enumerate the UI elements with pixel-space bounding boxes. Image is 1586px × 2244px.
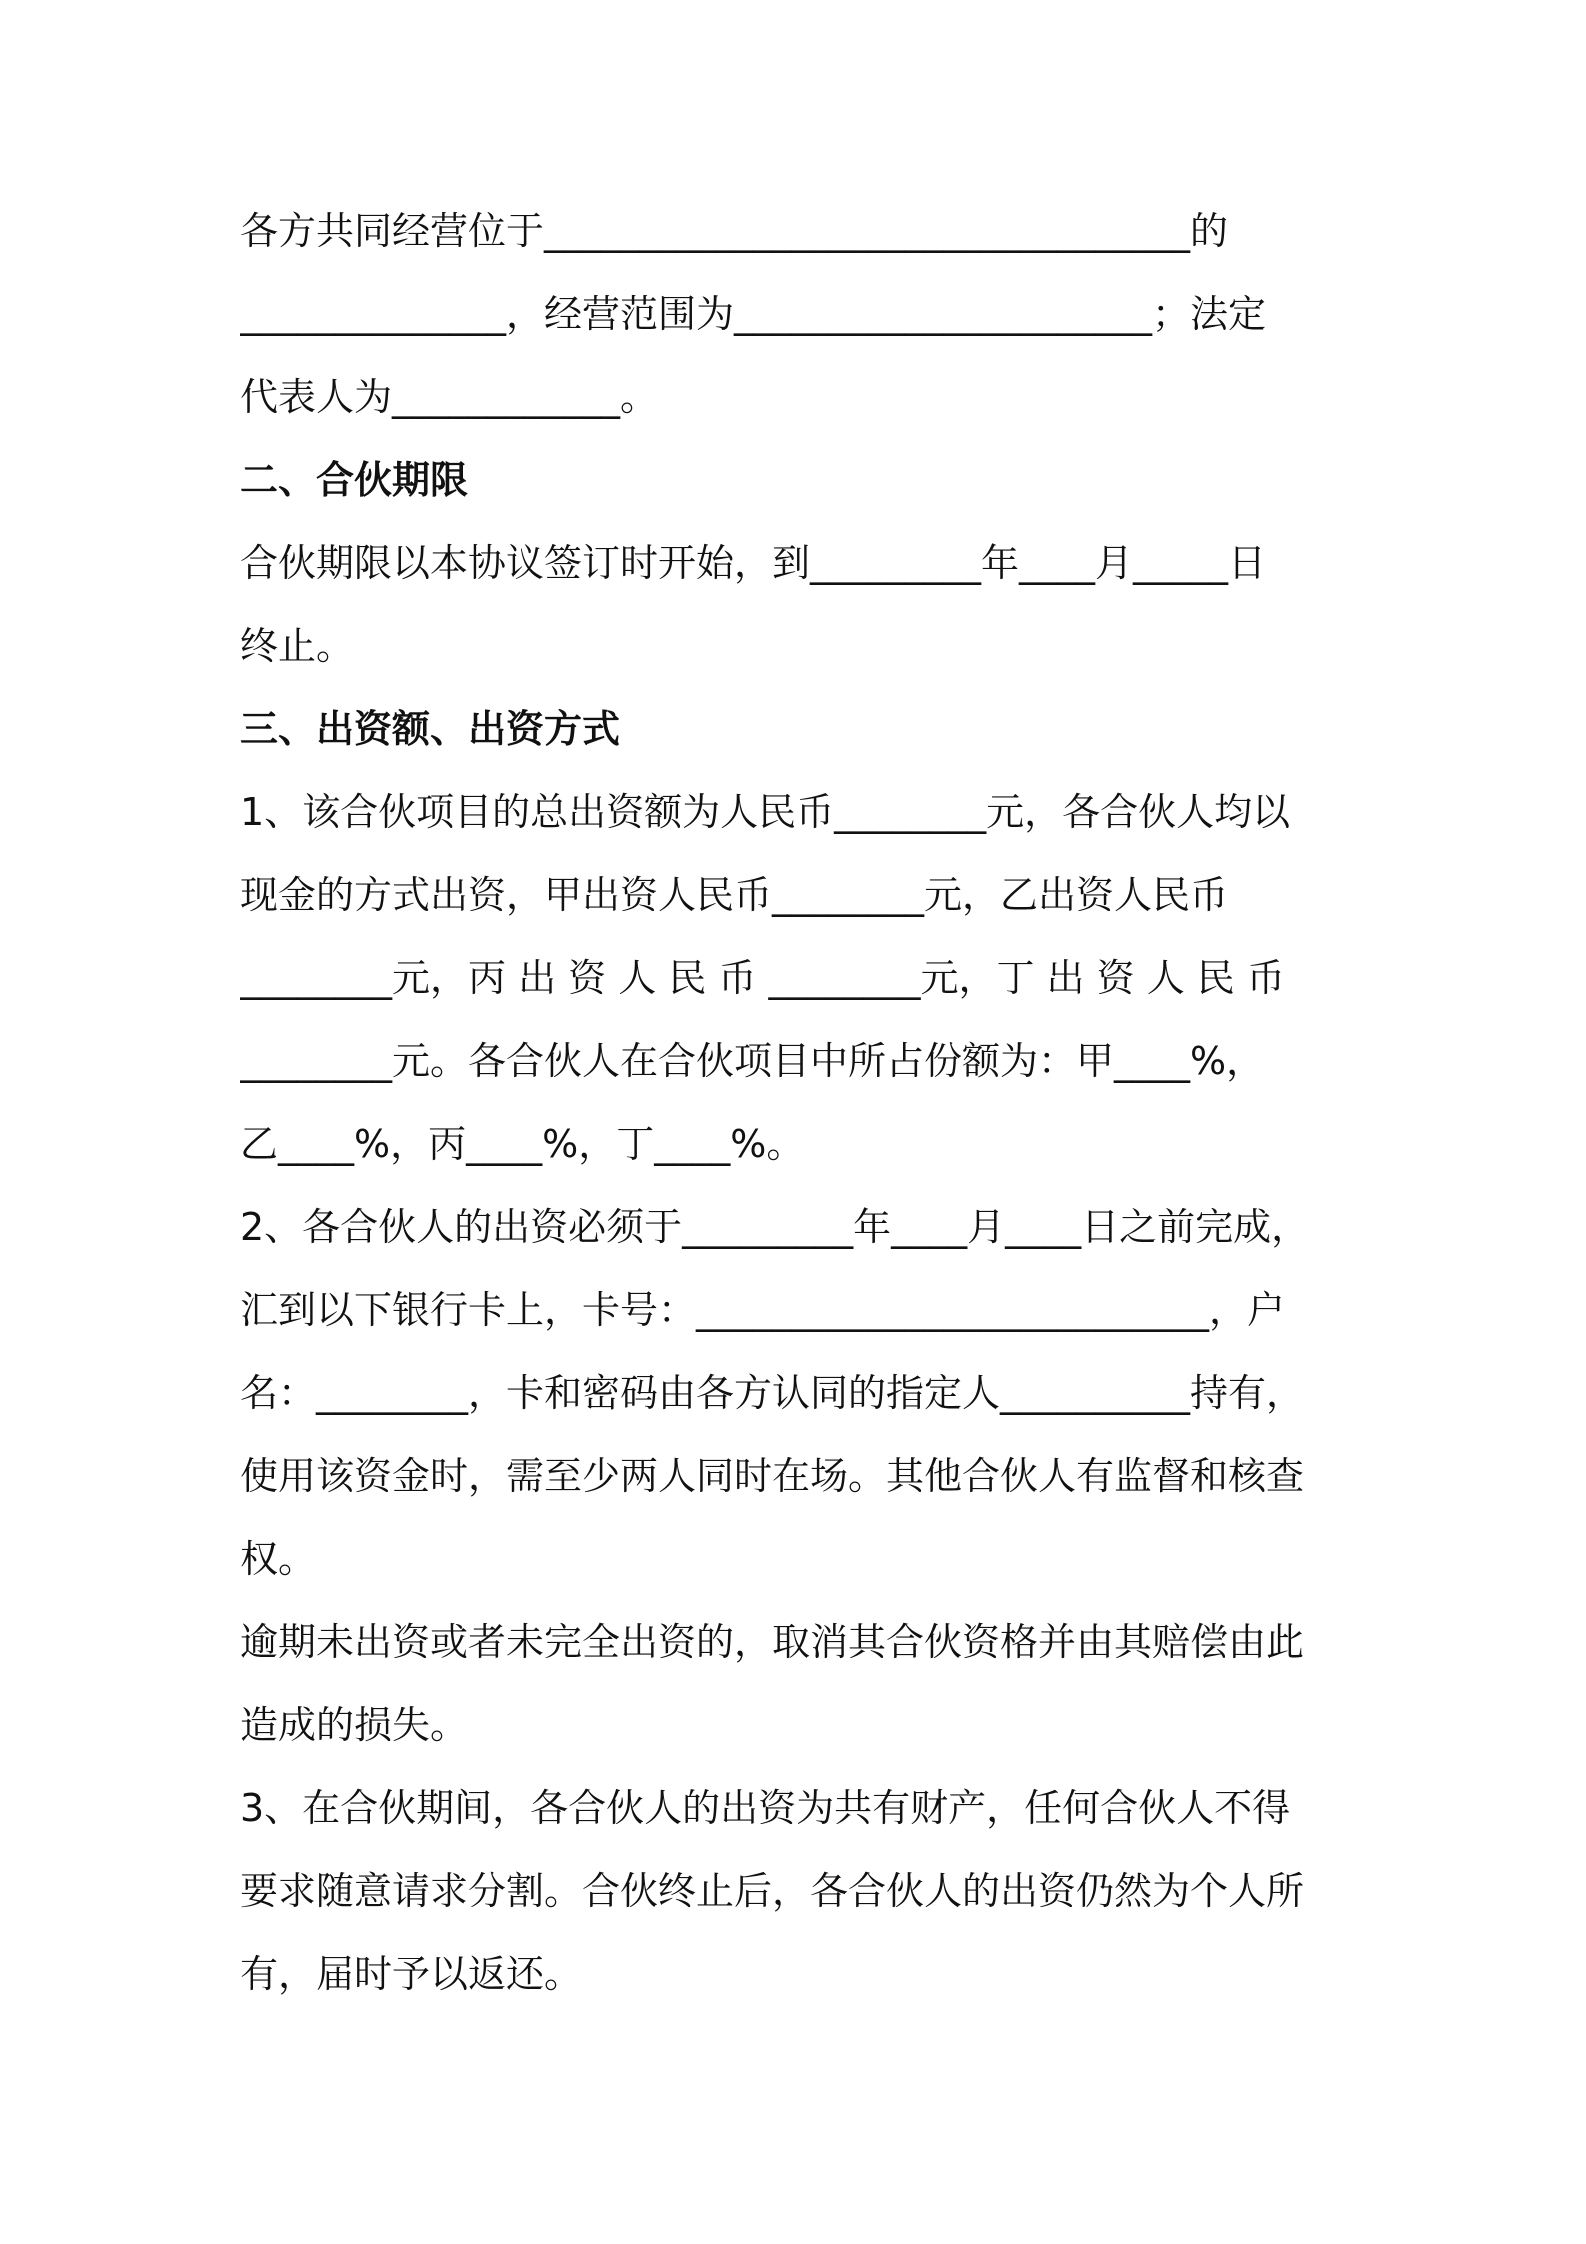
text-line: 合伙期限以本协议签订时开始，到_________年____月_____日 [240,541,1267,585]
text-line: 各方共同经营位于__________________________________的 [240,209,1229,253]
text-line: 有，届时予以返还。 [240,1952,583,1996]
text-line: 造成的损失。 [240,1703,469,1747]
text-line: 名：________，卡和密码由各方认同的指定人__________持有， [240,1371,1305,1415]
text-line: 汇到以下银行卡上，卡号：___________________________，户 [240,1288,1286,1332]
text-line: 终止。 [240,624,355,668]
text-line: 权。 [240,1537,317,1581]
text-line: ________元。各合伙人在合伙项目中所占份额为：甲____%， [240,1039,1265,1083]
text-line: 乙____%，丙____%，丁____%。 [240,1122,805,1166]
text-line: 1、该合伙项目的总出资额为人民币________元，各合伙人均以 [240,790,1291,834]
text-line: ________元，丙 出 资 人 民 币 ________元，丁 出 资 人 民 币 [240,956,1285,1000]
text-line: 代表人为____________。 [240,375,659,419]
text-line: 3、在合伙期间，各合伙人的出资为共有财产，任何合伙人不得 [240,1786,1291,1830]
text-line: 现金的方式出资，甲出资人民币________元，乙出资人民币 [240,873,1229,917]
text-line: 使用该资金时，需至少两人同时在场。其他合伙人有监督和核查 [240,1454,1305,1498]
text-line: 逾期未出资或者未完全出资的，取消其合伙资格并由其赔偿由此 [240,1620,1305,1664]
text-line: ______________，经营范围为______________________；法定 [240,292,1267,336]
document-body [240,190,1360,2016]
section-heading-term: 二、合伙期限 [240,458,469,502]
section-heading-capital: 三、出资额、出资方式 [240,707,621,751]
text-line: 2、各合伙人的出资必须于_________年____月____日之前完成， [240,1205,1310,1249]
text-line: 要求随意请求分割。合伙终止后，各合伙人的出资仍然为个人所 [240,1869,1305,1913]
